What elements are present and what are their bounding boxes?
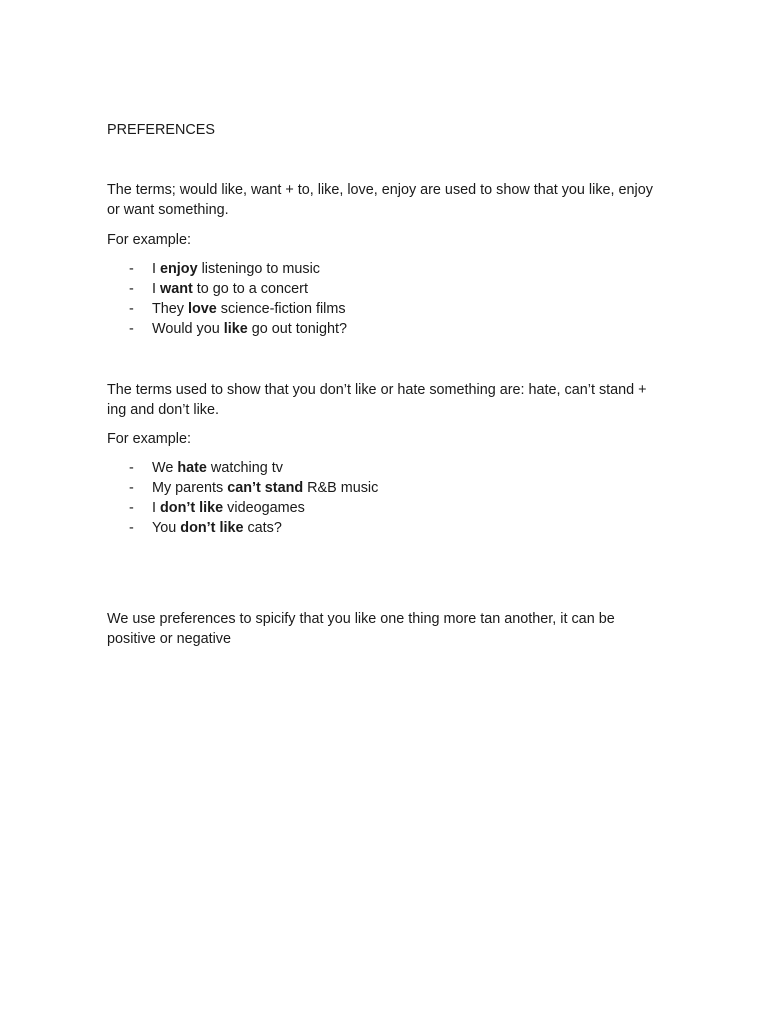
list-item: - Would you like go out tonight? xyxy=(129,321,347,337)
dislikes-example-label: For example: xyxy=(107,431,191,447)
list-item: - They love science-fiction films xyxy=(129,301,346,317)
list-item: - We hate watching tv xyxy=(129,460,283,476)
list-item: - You don’t like cats? xyxy=(129,520,282,536)
list-item: - I don’t like videogames xyxy=(129,500,305,516)
list-item: - I want to go to a concert xyxy=(129,281,308,297)
list-item: - I enjoy listeningo to music xyxy=(129,261,320,277)
list-item: - My parents can’t stand R&B music xyxy=(129,480,379,496)
likes-intro: The terms; would like, want + to, like, love, enjoy are used to show that you like, enjoy or want something. xyxy=(107,182,653,218)
page-title: PREFERENCES xyxy=(107,122,215,138)
dislikes-intro: The terms used to show that you don’t like or hate something are: hate, can’t stand + ing and don’t like. xyxy=(107,382,647,418)
likes-example-label: For example: xyxy=(107,232,191,248)
likes-example-list xyxy=(107,259,347,339)
preferences-note: We use preferences to spicify that you like one thing more tan another, it can be positive or negative xyxy=(107,611,615,647)
dislikes-example-list xyxy=(107,458,378,538)
